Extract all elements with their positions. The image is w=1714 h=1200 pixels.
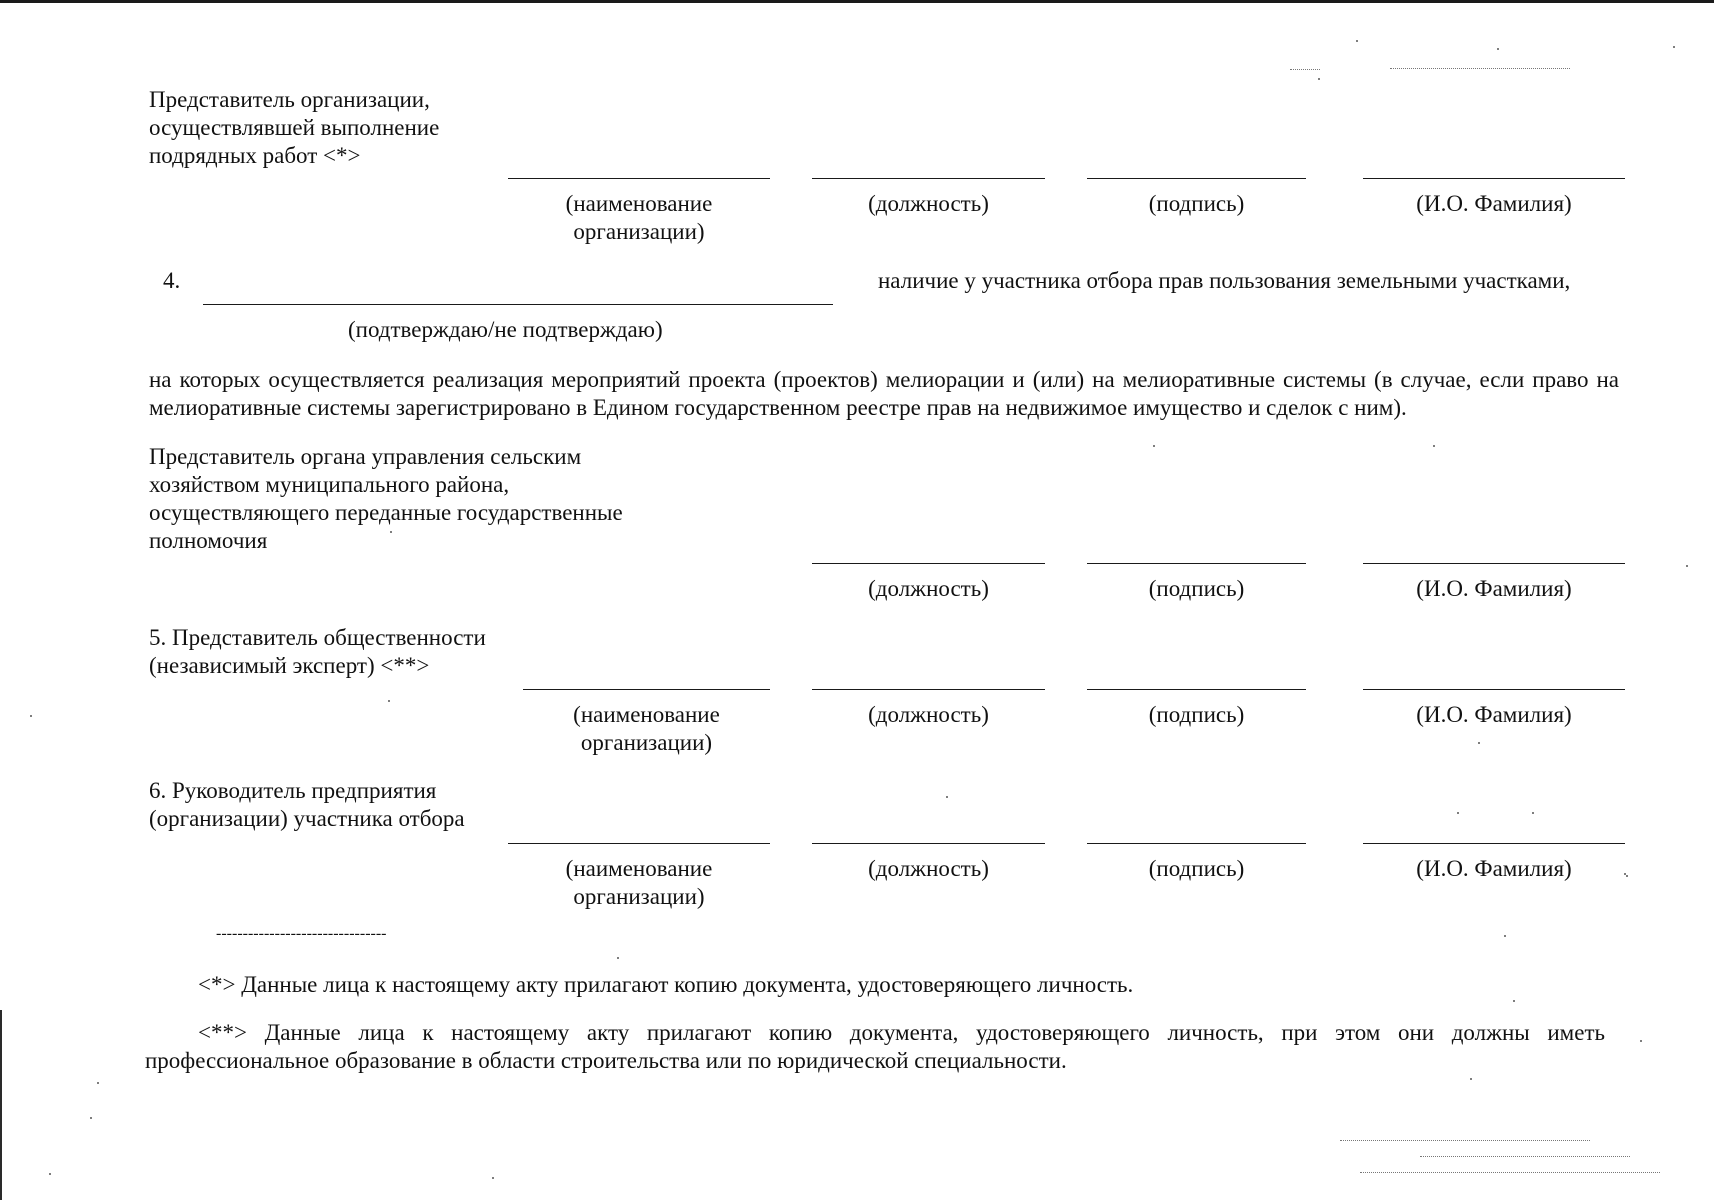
s3-rep-line3: подрядных работ <*> (149, 143, 361, 168)
s4-position-signature-line (812, 563, 1045, 564)
scan-speck (390, 531, 392, 533)
scan-speck (1457, 812, 1459, 814)
scan-left-edge (0, 1010, 2, 1200)
s5-rep-line2: (независимый эксперт) <**> (149, 653, 430, 678)
s3-org-signature-line (508, 178, 770, 179)
s5-caption-org-line2: организации) (580, 730, 713, 755)
s3-position-signature-line (812, 178, 1045, 179)
scan-speck (49, 1173, 51, 1175)
s6-caption-org (508, 855, 770, 911)
scan-speck (1153, 445, 1155, 447)
s4-caption-signature: (подпись) (1148, 576, 1245, 601)
scan-speck (97, 1082, 99, 1084)
s6-position-signature-line (812, 843, 1045, 844)
scan-speck (1433, 445, 1435, 447)
s6-name-signature-line (1363, 843, 1625, 844)
scan-noise (1390, 68, 1570, 69)
footnote-2: <**> Данные лица к настоящему акту прилагают копию документа, удостоверяющего личность, при этом они должны иметь профессиональное образование в области строительства или по юридической специальности. (145, 1020, 1605, 1073)
s6-rep-line2: (организации) участника отбора (149, 806, 465, 831)
scan-speck (1470, 1078, 1472, 1080)
s6-sign-signature-line (1087, 843, 1306, 844)
footnote-1: <*> Данные лица к настоящему акту прилагают копию документа, удостоверяющего личность. (198, 972, 1134, 997)
scan-speck (1497, 48, 1499, 50)
s3-rep-line2: осуществлявшей выполнение (149, 115, 440, 140)
scan-speck (30, 715, 32, 717)
s4-rep-line4: полномочия (149, 528, 268, 553)
s5-position-signature-line (812, 689, 1045, 690)
scan-noise (1340, 1140, 1590, 1141)
scan-speck (1626, 875, 1628, 877)
scan-speck (1356, 40, 1358, 42)
scan-speck (90, 1117, 92, 1119)
scan-speck (617, 957, 619, 959)
s5-rep-line1: 5. Представитель общественности (149, 625, 486, 650)
scan-top-border (0, 0, 1714, 3)
s4-rep-line3: осуществляющего переданные государственные (149, 500, 623, 525)
s6-caption-position: (должность) (868, 856, 989, 881)
s4-sign-signature-line (1087, 563, 1306, 564)
scan-speck (946, 796, 948, 798)
s5-name-signature-line (1363, 689, 1625, 690)
s3-caption-org-line2: организации) (573, 219, 705, 244)
scan-speck (1504, 935, 1506, 937)
s5-caption-name: (И.О. Фамилия) (1416, 702, 1572, 727)
s4-caption-position: (должность) (868, 576, 989, 601)
s6-rep-line1: 6. Руководитель предприятия (149, 778, 437, 803)
s5-sign-signature-line (1087, 689, 1306, 690)
s6-caption-name: (И.О. Фамилия) (1416, 856, 1572, 881)
s5-caption-org (523, 701, 770, 757)
s4-paragraph: на которых осуществляется реализация мероприятий проекта (проектов) мелиорации и (или) на мелиоративные системы (в случае, если право на мелиоративные системы зарегистрировано в Едином государственном реестре прав на недвижимое имущество и сделок с ним). (149, 367, 1619, 420)
s3-name-signature-line (1363, 178, 1625, 179)
s5-caption-position: (должность) (868, 702, 989, 727)
s4-statement: наличие у участника отбора прав пользования земельными участками, (878, 268, 1571, 293)
scan-noise (1360, 1172, 1660, 1173)
s3-sign-signature-line (1087, 178, 1306, 179)
scan-speck (1532, 812, 1534, 814)
s6-caption-signature: (подпись) (1148, 856, 1245, 881)
s5-caption-org-line1: (наименование (573, 702, 720, 727)
s4-caption-name: (И.О. Фамилия) (1416, 576, 1572, 601)
s3-caption-org (508, 190, 770, 246)
s6-org-signature-line (508, 843, 770, 844)
s5-org-signature-line (523, 689, 770, 690)
s3-caption-name: (И.О. Фамилия) (1416, 191, 1572, 216)
s6-caption-org-line1: (наименование (565, 856, 713, 881)
scan-noise (1420, 1156, 1630, 1157)
scan-noise (1290, 69, 1320, 70)
s4-number: 4. (163, 268, 181, 293)
scan-speck (1673, 46, 1675, 48)
footnote-separator: -------------------------------- (216, 925, 387, 942)
s4-confirm-caption: (подтверждаю/не подтверждаю) (348, 317, 663, 342)
scan-speck (1478, 742, 1480, 744)
scan-speck (492, 1177, 494, 1179)
s6-caption-org-line2: организации) (573, 884, 705, 909)
s5-caption-signature: (подпись) (1148, 702, 1245, 727)
scan-speck (388, 700, 390, 702)
scan-speck (1640, 1040, 1642, 1042)
scan-speck (1686, 565, 1688, 567)
scan-speck (1318, 78, 1320, 80)
s4-name-signature-line (1363, 563, 1625, 564)
s3-rep-line1: Представитель организации, (149, 87, 430, 112)
s3-caption-org-line1: (наименование (565, 191, 713, 216)
s4-rep-line1: Представитель органа управления сельским (149, 444, 582, 469)
s3-caption-signature: (подпись) (1148, 191, 1245, 216)
s3-caption-position: (должность) (868, 191, 989, 216)
s4-rep-line2: хозяйством муниципального района, (149, 472, 510, 497)
scan-speck (1513, 1000, 1515, 1002)
s4-confirm-line (203, 304, 833, 305)
